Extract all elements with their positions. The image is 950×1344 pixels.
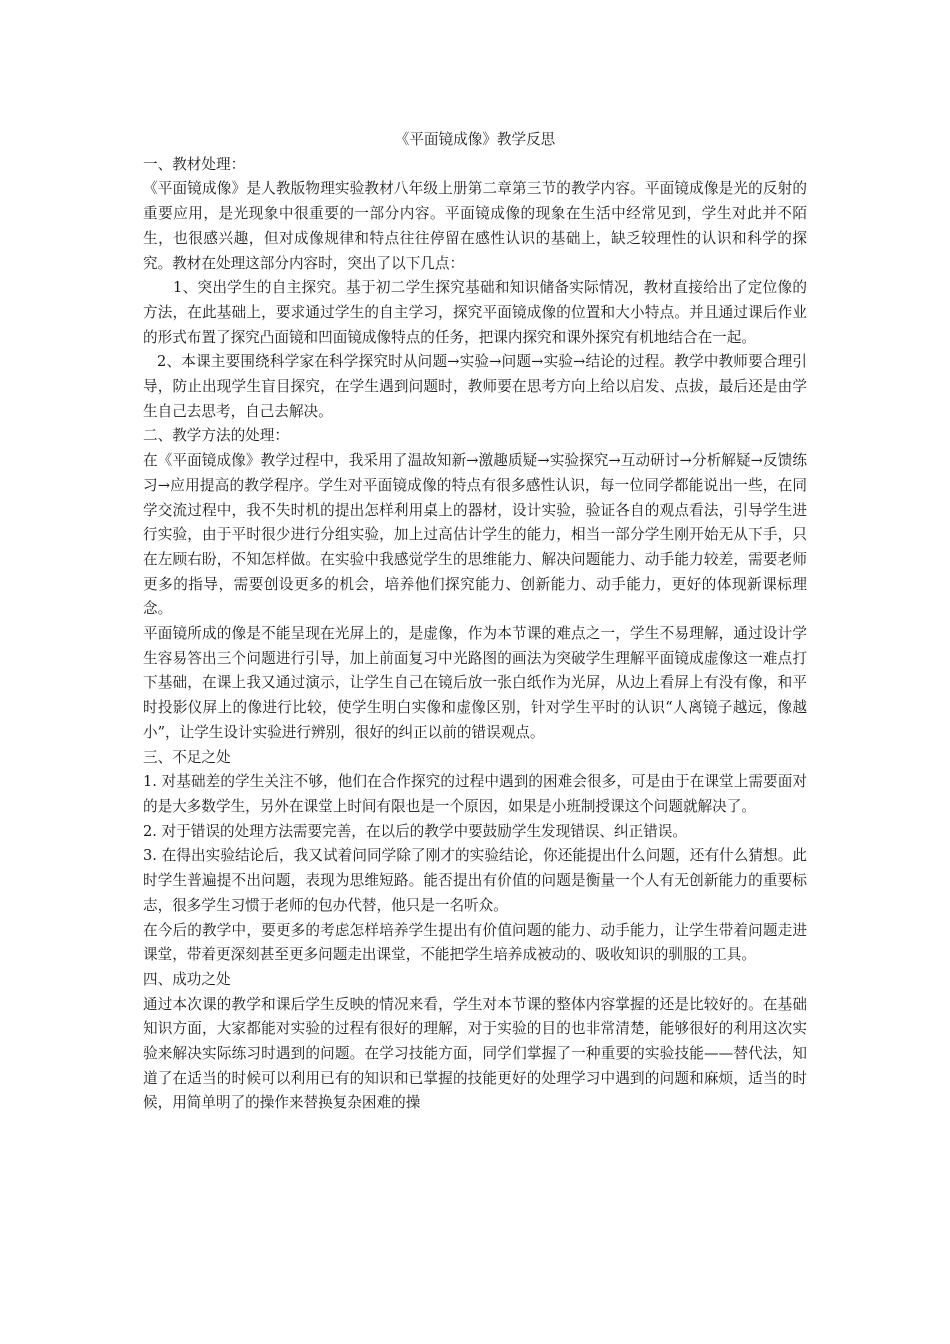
- paragraph-shortcoming-1: 1. 对基础差的学生关注不够，他们在合作探究的过程中遇到的困难会很多，可是由于在课堂上需要面对的是大多数学生，另外在课堂上时间有限也是一个原因，如果是小班制授课这个问题就解决了。: [143, 773, 807, 815]
- document-page: [143, 128, 807, 1116]
- paragraph-virtual-image: 平面镜所成的像是不能呈现在光屏上的，是虚像，作为本节课的难点之一，学生不易理解，通过设计学生容易答出三个问题进行引导，加上前面复习中光路图的画法为突破学生理解平面镜成虚像这一难点打下基础，在课上我又通过演示，让学生自己在镜后放一张白纸作为光屏，从边上看屏上有没有像，和平时投影仪屏上的像进行比较，使学生明白实像和虚像区别，针对学生平时的认识“人离镜子越远，像越小”，让学生设计实验进行辨别，很好的纠正以前的错误观点。: [143, 625, 807, 741]
- paragraph-shortcoming-3: 3. 在得出实验结论后，我又试着问同学除了刚才的实验结论，你还能提出什么问题，还有什么猜想。此时学生普遍提不出问题，表现为思维短路。能否提出有价值的问题是衡量一个人有无创新能力的重要标志，很多学生习惯于老师的包办代替，他只是一名听众。: [143, 847, 807, 914]
- paragraph-point-1: 1、突出学生的自主探究。基于初二学生探究基础和知识储备实际情况，教材直接给出了定位像的方法，在此基础上，要求通过学生的自主学习，探究平面镜成像的位置和大小特点。并且通过课后作业的形式布置了探究凸面镜和凹面镜成像特点的任务，把课内探究和课外探究有机地结合在一起。: [143, 279, 807, 346]
- paragraph-materials-intro: 《平面镜成像》是人教版物理实验教材八年级上册第二章第三节的教学内容。平面镜成像是光的反射的重要应用，是光现象中很重要的一部分内容。平面镜成像的现象在生活中经常见到，学生对此并不陌生，也很感兴趣，但对成像规律和特点往往停留在感性认识的基础上，缺乏较理性的认识和科学的探究。教材在处理这部分内容时，突出了以下几点：: [143, 180, 807, 272]
- section-heading-methods: 二、教学方法的处理：: [143, 427, 289, 445]
- document-title: 《平面镜成像》教学反思: [394, 131, 556, 148]
- section-heading-materials: 一、教材处理：: [143, 155, 246, 173]
- paragraph-successes: 通过本次课的教学和课后学生反映的情况来看，学生对本节课的整体内容掌握的还是比较好的。在基础知识方面，大家都能对实验的过程有很好的理解，对于实验的目的也非常清楚，能够很好的利用这次实验来解决实际练习时遇到的问题。在学习技能方面，同学们掌握了一种重要的实验技能——替代法，知道了在适当的时候可以利用已有的知识和已掌握的技能更好的处理学习中遇到的问题和麻烦，适当的时候，用简单明了的操作来替换复杂困难的操: [143, 995, 807, 1112]
- section-heading-shortcomings: 三、不足之处: [143, 748, 231, 766]
- paragraph-shortcoming-2: 2. 对于错误的处理方法需要完善，在以后的教学中要鼓励学生发现错误、纠正错误。: [143, 822, 687, 840]
- paragraph-future-teaching: 在今后的教学中，要更多的考虑怎样培养学生提出有价值问题的能力、动手能力，让学生带着问题走进课堂，带着更深刻甚至更多问题走出课堂，不能把学生培养成被动的、吸收知识的驯服的工具。: [143, 921, 807, 964]
- section-heading-successes: 四、成功之处: [143, 970, 231, 988]
- paragraph-methods-process: 在《平面镜成像》教学过程中，我采用了温故知新→激趣质疑→实验探究→互动研讨→分析解疑→反馈练习→应用提高的教学程序。学生对平面镜成像的特点有很多感性认识，每一位同学都能说出一些，在同学交流过程中，我不失时机的提出怎样利用桌上的器材，设计实验，验证各自的观点看法，引导学生进行实验，由于平时很少进行分组实验，加上过高估计学生的能力，相当一部分学生刚开始无从下手，只在左顾右盼，不知怎样做。在实验中我感觉学生的思维能力、解决问题能力、动手能力较差，需要老师更多的指导，需要创设更多的机会，培养他们探究能力、创新能力、动手能力，更好的体现新课标理念。: [143, 452, 807, 618]
- paragraph-point-2: 2、本课主要围绕科学家在科学探究时从问题→实验→问题→实验→结论的过程。教学中教师要合理引导，防止出现学生盲目探究，在学生遇到问题时，教师要在思考方向上给以启发、点拔，最后还是由学生自己去思考，自己去解决。: [143, 353, 807, 420]
